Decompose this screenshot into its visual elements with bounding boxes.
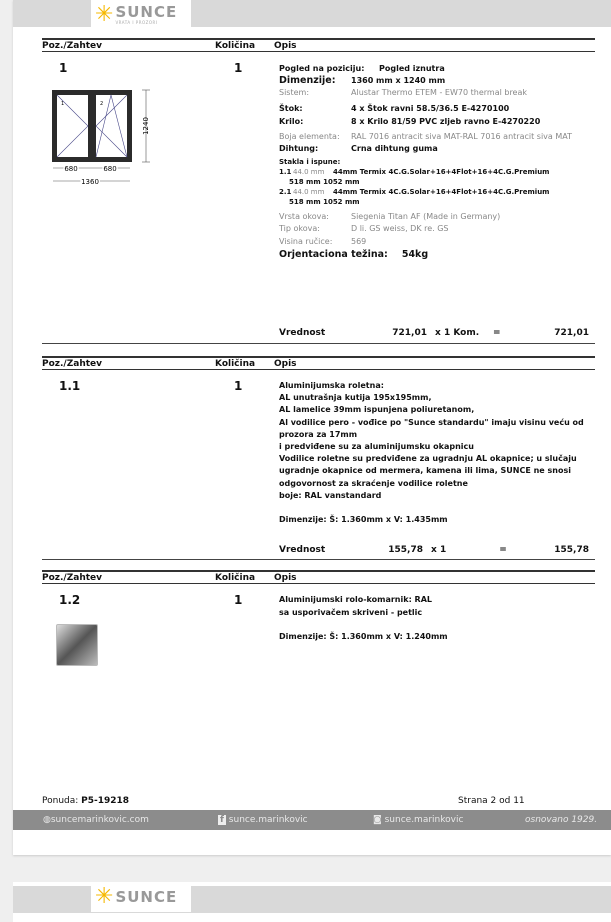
label: Pogled na poziciju:: [279, 64, 365, 73]
header-desc: Opis: [274, 41, 297, 51]
glass-size: 518 mm 1052 mm: [289, 177, 360, 186]
item-pos: 1.2: [59, 593, 81, 607]
table-header: [42, 38, 595, 52]
equals: =: [499, 544, 507, 555]
next-page: [13, 882, 611, 922]
header-qty: Količina: [215, 573, 256, 583]
item-qty: 1: [234, 593, 243, 607]
offer-value: P5-19218: [81, 796, 130, 806]
value: 569: [351, 236, 367, 246]
equals: =: [493, 327, 501, 338]
glass-size: 518 mm 1052 mm: [289, 197, 360, 206]
label: Dimenzije:: [279, 75, 336, 87]
label: Visina ručice:: [279, 236, 333, 246]
dimensions: Dimenzije: Š: 1.360mm x V: 1.435mm: [279, 515, 448, 525]
width-dim: 680: [103, 165, 117, 173]
instagram-icon: ◙: [373, 815, 382, 825]
value: Pogled iznutra: [379, 64, 445, 73]
total: 155,78: [554, 544, 589, 555]
sash-label: 1: [61, 101, 65, 107]
glass-no: 2.1: [279, 187, 292, 196]
unit-price: 155,78: [388, 544, 423, 555]
glass-thickness: 44.0 mm: [293, 167, 325, 176]
header-desc: Opis: [274, 359, 297, 369]
logo-sub: VRATA I PROZORI: [115, 20, 158, 25]
desc-line: Aluminijumski rolo-komarnik: RAL: [279, 595, 432, 604]
desc-line: i predviđene su za aluminijumsku okapnicu: [279, 442, 474, 452]
instagram-text: sunce.marinkovic: [384, 815, 464, 825]
offer-label: Ponuda:: [42, 796, 79, 806]
sunce-logo: [91, 0, 191, 30]
desc-line: boje: RAL vanstandard: [279, 490, 382, 500]
value: D li. GS weiss, DK re. GS: [351, 224, 449, 234]
value: Crna dihtung guma: [351, 143, 438, 153]
item-pos: 1: [59, 61, 68, 75]
table-row: [42, 54, 595, 344]
value-row: [279, 541, 589, 556]
glass-no: 1.1: [279, 167, 292, 176]
value-row: [279, 328, 589, 339]
width-dim: 680: [64, 165, 78, 173]
globe-icon: ◍: [43, 815, 51, 825]
facebook-text: sunce.marinkovic: [228, 815, 308, 825]
quantity-mult: x 1 Kom.: [435, 327, 480, 338]
desc-line: Al vodilice pero - vođice po "Sunce standardu" imaju visinu veću od prozora za 17mm: [279, 417, 584, 439]
footer-bar: [13, 810, 611, 830]
facebook-icon: f: [220, 815, 224, 825]
value-label: Vrednost: [279, 327, 326, 338]
item-description: [279, 594, 589, 644]
value: 54kg: [401, 249, 429, 261]
header-qty: Količina: [215, 41, 256, 51]
desc-line: sa usporivačem skriveni - petlic: [279, 607, 423, 617]
total: 721,01: [554, 327, 589, 338]
header-pos: Poz./Zahtev: [42, 359, 103, 369]
value: 1360 mm x 1240 mm: [351, 76, 446, 86]
web-text: suncemarinkovic.com: [50, 815, 149, 825]
document-page: [13, 0, 611, 855]
glass-row: [279, 167, 589, 187]
glass-row: [279, 187, 589, 207]
sash-label: 2: [100, 101, 104, 107]
value-label: Vrednost: [279, 544, 326, 555]
logo-name: SUNCE: [115, 887, 178, 906]
value: RAL 7016 antracit siva MAT-RAL 7016 antracit siva MAT: [351, 132, 572, 142]
table-header: [42, 356, 595, 370]
label: Tip okova:: [279, 224, 320, 234]
label: Orjentaciona težina:: [279, 249, 388, 261]
quantity-mult: x 1: [431, 544, 447, 555]
height-dim: 1240: [142, 117, 150, 135]
founded-text: osnovano 1929.: [525, 815, 598, 825]
value: Siegenia Titan AF (Made in Germany): [351, 211, 501, 221]
value: Alustar Thermo ETEM - EW70 thermal break: [351, 88, 528, 98]
instagram-link[interactable]: [373, 815, 463, 825]
table-row: [42, 586, 595, 676]
item-qty: 1: [234, 61, 243, 75]
value: 4 x Štok ravni 58.5/36.5 E-4270100: [351, 104, 510, 114]
header-pos: Poz./Zahtev: [42, 573, 103, 583]
dimensions: Dimenzije: Š: 1.360mm x V: 1.240mm: [279, 632, 448, 641]
desc-line: AL unutrašnja kutija 195x195mm,: [279, 393, 432, 403]
label: Boja elementa:: [279, 132, 340, 142]
desc-line: Aluminijumska roletna:: [279, 381, 384, 390]
offer-number: [42, 796, 129, 806]
label: Vrsta okova:: [279, 211, 329, 221]
sun-icon: ✳: [95, 2, 114, 27]
insect-screen-image: [56, 624, 98, 666]
logo-name: SUNCE: [115, 3, 178, 21]
item-description: [279, 63, 589, 339]
sun-icon: ✳: [95, 884, 114, 909]
table-header: [42, 570, 595, 584]
glass-thickness: 44.0 mm: [293, 187, 325, 196]
value: 8 x Krilo 81/59 PVC zljeb ravno E-4270220: [351, 117, 541, 127]
unit-price: 721,01: [392, 327, 427, 338]
label: Dihtung:: [279, 143, 319, 153]
item-description: [279, 380, 589, 556]
desc-line: AL lamelice 39mm ispunjena poliuretanom,: [279, 405, 475, 415]
window-drawing: [50, 88, 160, 200]
total-width-dim: 1360: [81, 178, 99, 186]
header-pos: Poz./Zahtev: [42, 41, 103, 51]
label: Krilo:: [279, 117, 304, 127]
table-row: [42, 372, 595, 560]
header-desc: Opis: [274, 573, 297, 583]
header-qty: Količina: [215, 359, 256, 369]
glass-desc: 44mm Termix 4C.G.Solar+16+4Flot+16+4C.G.Premium: [333, 187, 550, 196]
page-number: Strana 2 od 11: [458, 796, 525, 806]
glass-label: Stakla i ispune:: [279, 157, 341, 166]
item-pos: 1.1: [59, 379, 81, 393]
item-qty: 1: [234, 379, 243, 393]
label: Sistem:: [279, 88, 310, 98]
facebook-link[interactable]: [218, 815, 308, 825]
label: Štok:: [279, 104, 303, 114]
desc-line: Vodilice roletne su predviđene za ugradnju AL okapnice; u slučaju ugradnje okapnice od mermera, kamena ili lima, SUNCE ne snosi odgovornost za skraćenje vodilice roletne: [279, 454, 577, 488]
glass-desc: 44mm Termix 4C.G.Solar+16+4Flot+16+4C.G.Premium: [333, 167, 550, 176]
web-link[interactable]: [43, 815, 149, 825]
sunce-logo: [91, 882, 191, 912]
